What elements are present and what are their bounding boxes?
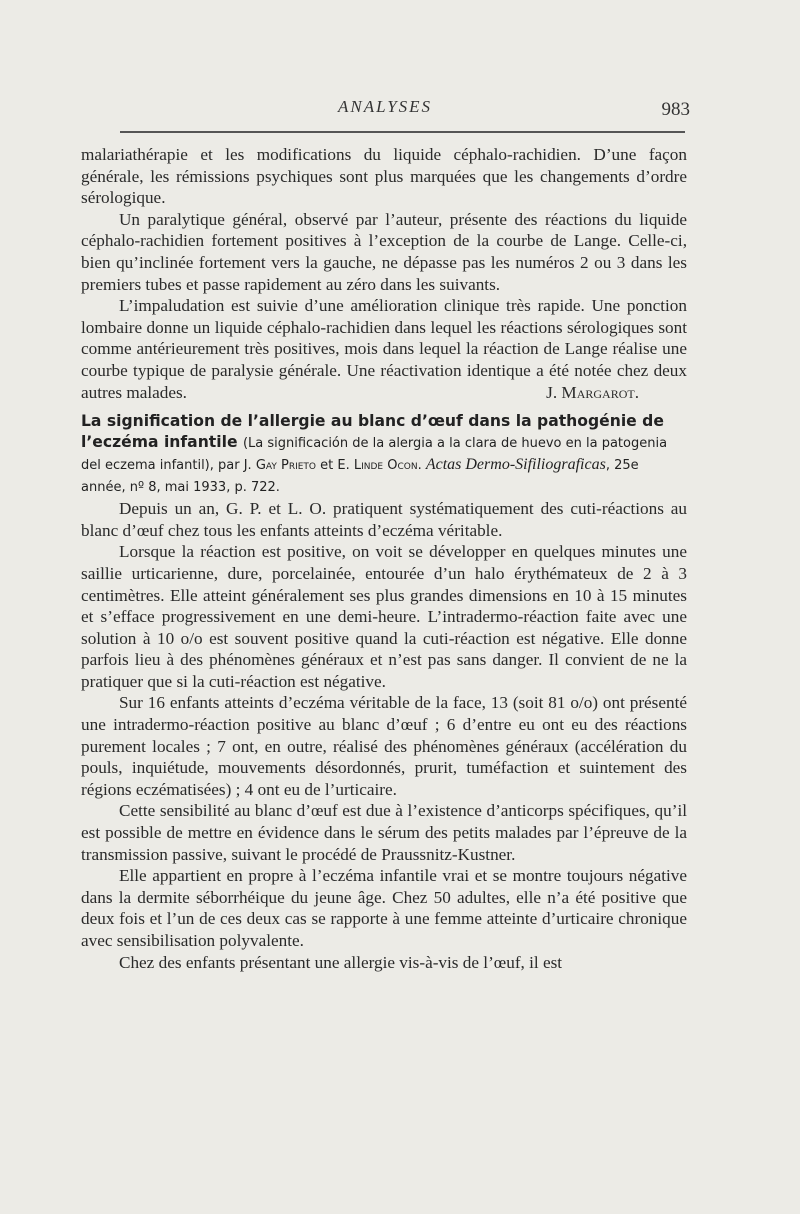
article-reference-dot: .	[417, 458, 426, 474]
paragraph-infantile-eczema: Elle appartient en propre à l’eczéma infantile vrai et se montre toujours négative dans la dermite séborrhéique du jeune âge. Chez 50 adultes, elle n’a été positive que deux fois et l’un de ces deux cas se rapporte à une femme atteinte d’urticaire chronique avec sensibilisation polyvalente.	[81, 866, 687, 950]
article-reference-1: (La significación de la alergia a la clara de huevo en la patogenia del eczema infantil), par J.	[81, 436, 668, 474]
body-text	[81, 144, 687, 973]
article-title	[81, 411, 687, 498]
paragraph-method: Depuis un an, G. P. et L. O. pratiquent systématiquement des cuti-réactions au blanc d’œuf chez tous les enfants atteints d’eczéma véritable.	[81, 499, 687, 540]
article-author-2: Linde Ocon	[353, 458, 418, 474]
article-journal: Actas Dermo-Sifiliograficas	[425, 456, 606, 474]
article-reference-and: et E.	[316, 458, 354, 474]
header-rule	[120, 131, 685, 133]
author-signature: J. Margarot.	[546, 382, 639, 402]
paragraph-paralytic-case: Un paralytique général, observé par l’auteur, présente des réactions du liquide céphalo-rachidien fortement positives à l’exception de la courbe de Lange. Celle-ci, bien qu’inclinée fortement vers la gauche, ne dépasse pas les numéros 2 ou 3 dans les premiers tubes et passe rapidement au zéro dans les suivants.	[81, 209, 687, 294]
article-reference-tail: , 25e année, nº 8, mai 1933, p. 722.	[81, 458, 639, 496]
paragraph-continuation: malariathérapie et les modifications du liquide céphalo-rachidien. D’une façon générale, les rémissions psychiques sont plus marquées que les changements d’ordre sérologique.	[81, 145, 687, 208]
running-title: ANALYSES	[337, 97, 433, 116]
paragraph-reaction: Lorsque la réaction est positive, on voit se développer en quelques minutes une saillie urticarienne, dure, porcelainée, entourée d’un halo érythémateux de 2 à 3 centimètres. Elle atteint généralement ses plus grandes dimensions en 10 à 15 minutes et s’efface progressivement en une demi-heure. L’intradermo-réaction faite avec une solution à 10 o/o est souvent positive quand la cuti-réaction est négative. Elle donne parfois lieu à des phénomènes généraux et n’est pas sans danger. Il convient de ne la pratiquer que si la cuti-réaction est négative.	[81, 542, 687, 691]
paragraph-sensitivity: Cette sensibilité au blanc d’œuf est due à l’existence d’anticorps spécifiques, qu’il est possible de mettre en évidence dans le sérum des petits malades par l’épreuve de la transmission passive, suivant le procédé de Praussnitz-Kustner.	[81, 801, 687, 864]
page-number: 983	[661, 99, 690, 120]
article-title-main: La signification de l’allergie au blanc d’œuf dans la pathogénie de l’eczéma infantile	[81, 412, 664, 452]
paragraph-impaludation: L’impaludation est suivie d’une amélioration clinique très rapide. Une ponction lombaire donne un liquide céphalo-rachidien dans lequel les réactions sérologiques sont comme antérieurement très positives, mois dans lequel la réaction de Lange réalise une courbe typique de paralysie générale. Une réactivation identique a été notée chez deux autres malades.	[81, 296, 687, 402]
article-author-1: Gay Prieto	[255, 458, 316, 474]
paragraph-final: Chez des enfants présentant une allergie vis-à-vis de l’œuf, il est	[119, 952, 563, 972]
page-header	[80, 97, 690, 125]
paragraph-results: Sur 16 enfants atteints d’eczéma véritable de la face, 13 (soit 81 o/o) ont présenté une intradermo-réaction positive au blanc d’œuf ; 6 d’entre eu ont eu des réactions purement locales ; 7 ont, en outre, réalisé des phénomènes généraux (accélération du pouls, inquiétude, mouvements désordonnés, prurit, tuméfaction et suintement des régions eczématisées) ; 4 ont eu de l’urticaire.	[81, 693, 687, 799]
